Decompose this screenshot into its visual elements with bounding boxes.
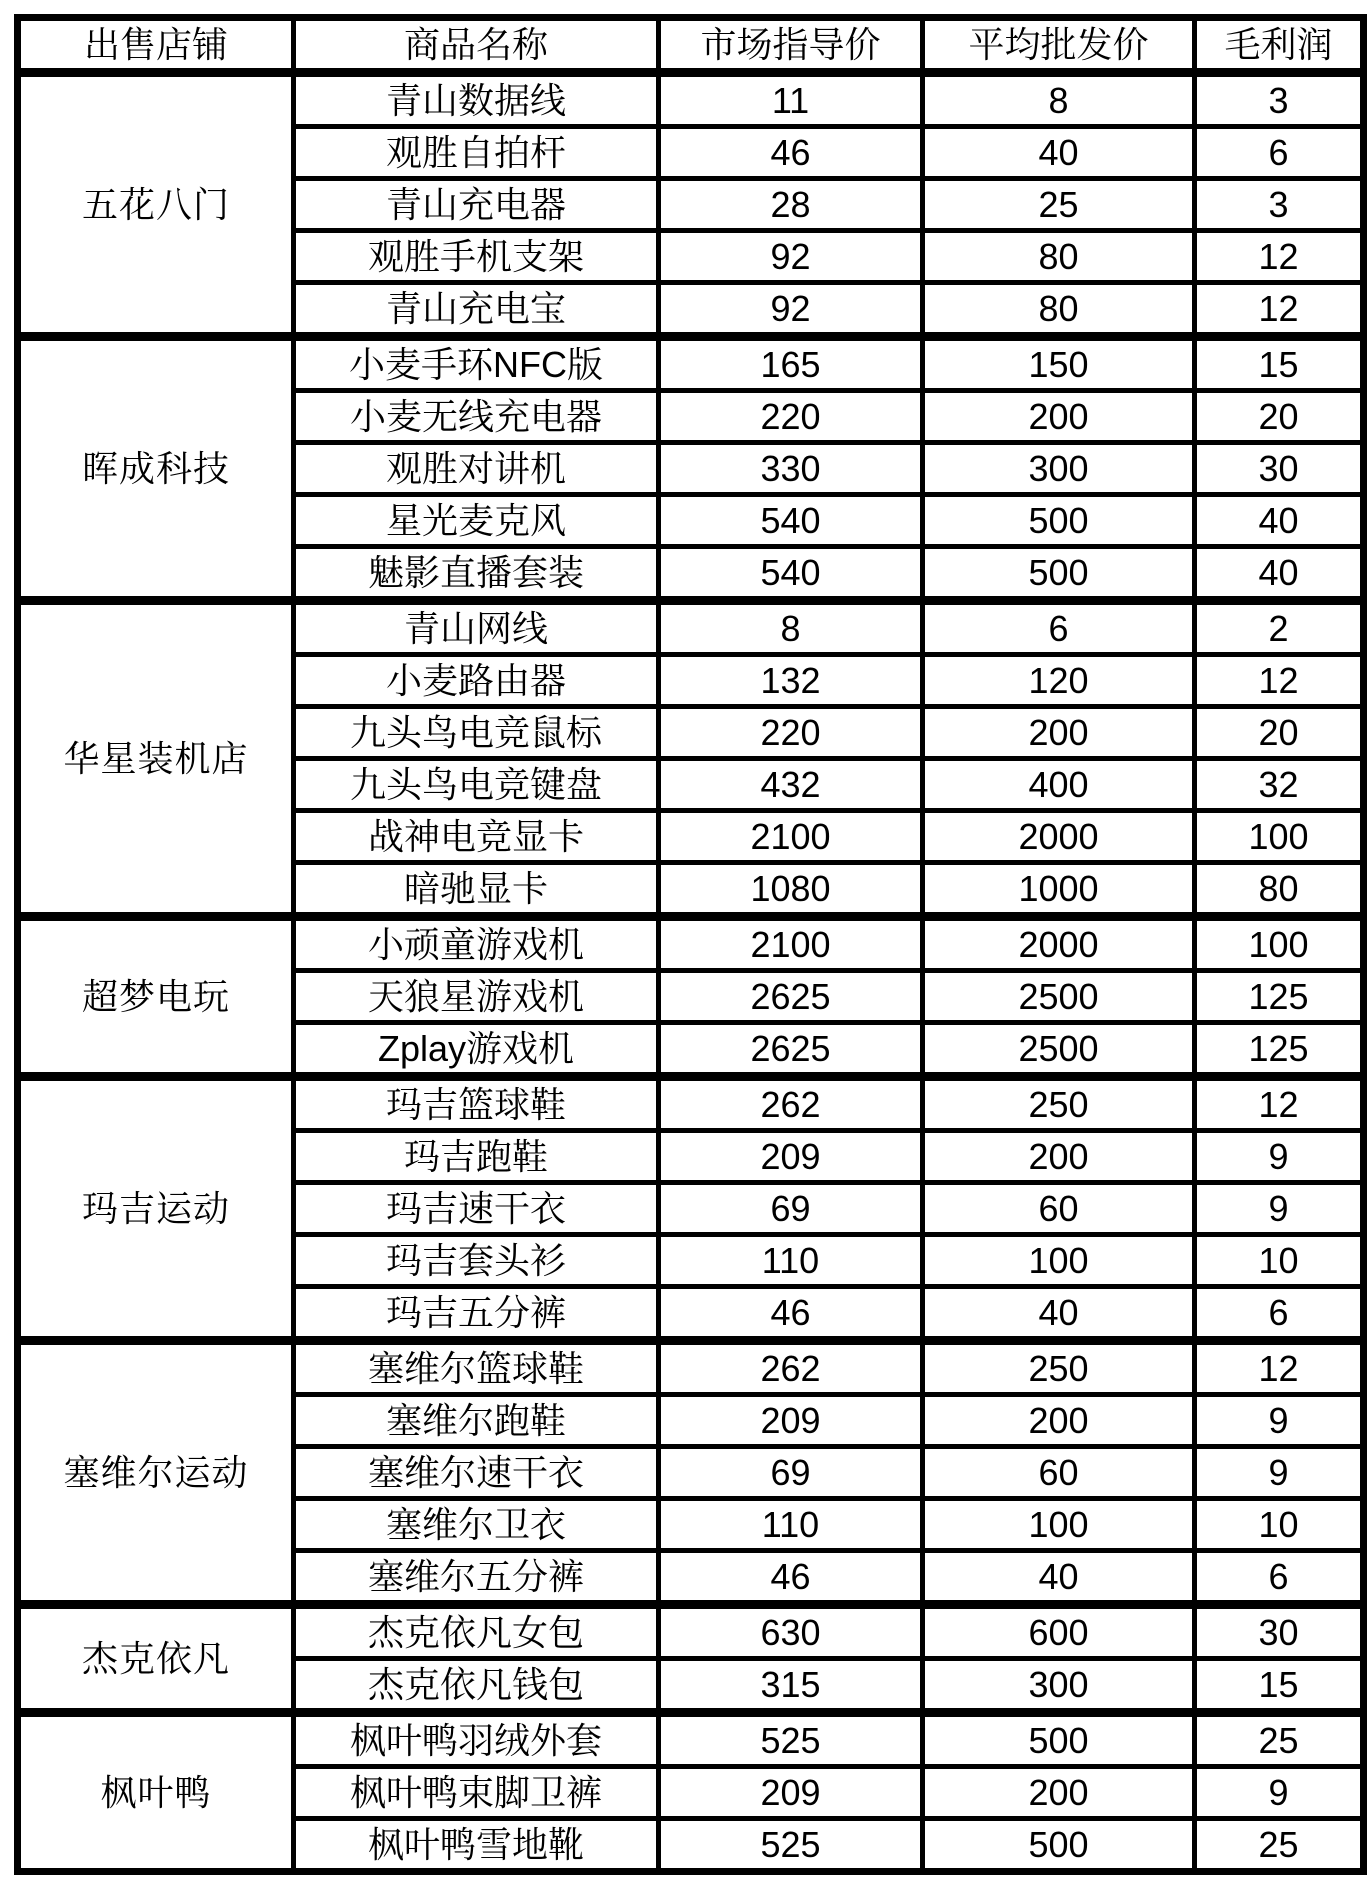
avg-wholesale-cell: 150 <box>923 337 1195 391</box>
product-name-cell: 玛吉篮球鞋 <box>294 1077 659 1131</box>
guide-price-cell: 110 <box>659 1235 923 1287</box>
avg-wholesale-cell: 500 <box>923 1713 1195 1767</box>
gross-profit-cell: 2 <box>1195 601 1364 655</box>
product-name-cell: 战神电竞显卡 <box>294 811 659 863</box>
product-name-cell: 青山充电器 <box>294 179 659 231</box>
guide-price-cell: 8 <box>659 601 923 655</box>
avg-wholesale-cell: 1000 <box>923 863 1195 917</box>
guide-price-cell: 2100 <box>659 917 923 971</box>
table-row <box>18 1341 1364 1395</box>
guide-price-cell: 110 <box>659 1499 923 1551</box>
gross-profit-cell: 9 <box>1195 1395 1364 1447</box>
avg-wholesale-cell: 200 <box>923 1395 1195 1447</box>
header-gross-profit: 毛利润 <box>1195 18 1364 73</box>
gross-profit-cell: 6 <box>1195 1551 1364 1605</box>
gross-profit-cell: 32 <box>1195 759 1364 811</box>
product-name-cell: 魅影直播套装 <box>294 547 659 601</box>
header-row <box>18 18 1364 73</box>
table-body <box>18 73 1364 1872</box>
avg-wholesale-cell: 60 <box>923 1447 1195 1499</box>
product-name-cell: 小顽童游戏机 <box>294 917 659 971</box>
guide-price-cell: 69 <box>659 1183 923 1235</box>
product-name-cell: 小麦路由器 <box>294 655 659 707</box>
avg-wholesale-cell: 250 <box>923 1341 1195 1395</box>
avg-wholesale-cell: 80 <box>923 231 1195 283</box>
guide-price-cell: 69 <box>659 1447 923 1499</box>
product-name-cell: 塞维尔跑鞋 <box>294 1395 659 1447</box>
avg-wholesale-cell: 2500 <box>923 1023 1195 1077</box>
guide-price-cell: 1080 <box>659 863 923 917</box>
product-name-cell: 玛吉五分裤 <box>294 1287 659 1341</box>
gross-profit-cell: 25 <box>1195 1713 1364 1767</box>
table-row <box>18 1605 1364 1659</box>
avg-wholesale-cell: 100 <box>923 1499 1195 1551</box>
table-row <box>18 1077 1364 1131</box>
gross-profit-cell: 100 <box>1195 811 1364 863</box>
gross-profit-cell: 9 <box>1195 1131 1364 1183</box>
table-row <box>18 73 1364 127</box>
product-name-cell: 塞维尔篮球鞋 <box>294 1341 659 1395</box>
guide-price-cell: 11 <box>659 73 923 127</box>
guide-price-cell: 262 <box>659 1341 923 1395</box>
guide-price-cell: 315 <box>659 1659 923 1713</box>
avg-wholesale-cell: 500 <box>923 1819 1195 1872</box>
product-name-cell: 青山网线 <box>294 601 659 655</box>
guide-price-cell: 540 <box>659 547 923 601</box>
gross-profit-cell: 15 <box>1195 1659 1364 1713</box>
guide-price-cell: 432 <box>659 759 923 811</box>
gross-profit-cell: 9 <box>1195 1447 1364 1499</box>
product-name-cell: 天狼星游戏机 <box>294 971 659 1023</box>
gross-profit-cell: 20 <box>1195 391 1364 443</box>
guide-price-cell: 209 <box>659 1131 923 1183</box>
guide-price-cell: 262 <box>659 1077 923 1131</box>
avg-wholesale-cell: 60 <box>923 1183 1195 1235</box>
gross-profit-cell: 3 <box>1195 73 1364 127</box>
product-name-cell: 塞维尔五分裤 <box>294 1551 659 1605</box>
product-name-cell: 观胜手机支架 <box>294 231 659 283</box>
guide-price-cell: 2625 <box>659 1023 923 1077</box>
product-name-cell: 观胜自拍杆 <box>294 127 659 179</box>
guide-price-cell: 630 <box>659 1605 923 1659</box>
avg-wholesale-cell: 500 <box>923 547 1195 601</box>
product-name-cell: Zplay游戏机 <box>294 1023 659 1077</box>
avg-wholesale-cell: 80 <box>923 283 1195 337</box>
avg-wholesale-cell: 400 <box>923 759 1195 811</box>
product-name-cell: 青山充电宝 <box>294 283 659 337</box>
guide-price-cell: 220 <box>659 707 923 759</box>
guide-price-cell: 330 <box>659 443 923 495</box>
avg-wholesale-cell: 200 <box>923 1131 1195 1183</box>
product-name-cell: 塞维尔速干衣 <box>294 1447 659 1499</box>
product-name-cell: 观胜对讲机 <box>294 443 659 495</box>
product-name-cell: 青山数据线 <box>294 73 659 127</box>
header-product: 商品名称 <box>294 18 659 73</box>
guide-price-cell: 132 <box>659 655 923 707</box>
gross-profit-cell: 125 <box>1195 971 1364 1023</box>
avg-wholesale-cell: 200 <box>923 1767 1195 1819</box>
guide-price-cell: 525 <box>659 1713 923 1767</box>
product-name-cell: 玛吉速干衣 <box>294 1183 659 1235</box>
avg-wholesale-cell: 200 <box>923 707 1195 759</box>
header-guide-price: 市场指导价 <box>659 18 923 73</box>
gross-profit-cell: 30 <box>1195 1605 1364 1659</box>
store-name-cell: 晖成科技 <box>18 337 294 601</box>
gross-profit-cell: 100 <box>1195 917 1364 971</box>
gross-profit-cell: 6 <box>1195 1287 1364 1341</box>
gross-profit-cell: 12 <box>1195 655 1364 707</box>
guide-price-cell: 165 <box>659 337 923 391</box>
product-name-cell: 塞维尔卫衣 <box>294 1499 659 1551</box>
gross-profit-cell: 40 <box>1195 547 1364 601</box>
avg-wholesale-cell: 2500 <box>923 971 1195 1023</box>
avg-wholesale-cell: 300 <box>923 1659 1195 1713</box>
gross-profit-cell: 9 <box>1195 1183 1364 1235</box>
guide-price-cell: 209 <box>659 1395 923 1447</box>
guide-price-cell: 209 <box>659 1767 923 1819</box>
avg-wholesale-cell: 120 <box>923 655 1195 707</box>
store-name-cell: 枫叶鸭 <box>18 1713 294 1872</box>
product-name-cell: 星光麦克风 <box>294 495 659 547</box>
gross-profit-cell: 10 <box>1195 1235 1364 1287</box>
gross-profit-cell: 12 <box>1195 1077 1364 1131</box>
store-name-cell: 华星装机店 <box>18 601 294 917</box>
gross-profit-cell: 12 <box>1195 283 1364 337</box>
store-name-cell: 塞维尔运动 <box>18 1341 294 1605</box>
product-name-cell: 玛吉跑鞋 <box>294 1131 659 1183</box>
gross-profit-cell: 6 <box>1195 127 1364 179</box>
guide-price-cell: 525 <box>659 1819 923 1872</box>
avg-wholesale-cell: 6 <box>923 601 1195 655</box>
price-table <box>14 14 1367 1875</box>
gross-profit-cell: 80 <box>1195 863 1364 917</box>
guide-price-cell: 220 <box>659 391 923 443</box>
avg-wholesale-cell: 40 <box>923 127 1195 179</box>
product-name-cell: 杰克依凡女包 <box>294 1605 659 1659</box>
header-store: 出售店铺 <box>18 18 294 73</box>
avg-wholesale-cell: 40 <box>923 1287 1195 1341</box>
avg-wholesale-cell: 2000 <box>923 811 1195 863</box>
avg-wholesale-cell: 250 <box>923 1077 1195 1131</box>
table-row <box>18 337 1364 391</box>
table-row <box>18 601 1364 655</box>
guide-price-cell: 540 <box>659 495 923 547</box>
guide-price-cell: 92 <box>659 283 923 337</box>
product-name-cell: 小麦手环NFC版 <box>294 337 659 391</box>
header-avg-wholesale: 平均批发价 <box>923 18 1195 73</box>
gross-profit-cell: 40 <box>1195 495 1364 547</box>
guide-price-cell: 92 <box>659 231 923 283</box>
gross-profit-cell: 12 <box>1195 231 1364 283</box>
product-name-cell: 枫叶鸭束脚卫裤 <box>294 1767 659 1819</box>
gross-profit-cell: 30 <box>1195 443 1364 495</box>
product-name-cell: 九头鸟电竞键盘 <box>294 759 659 811</box>
guide-price-cell: 28 <box>659 179 923 231</box>
avg-wholesale-cell: 25 <box>923 179 1195 231</box>
guide-price-cell: 46 <box>659 127 923 179</box>
product-name-cell: 枫叶鸭雪地靴 <box>294 1819 659 1872</box>
gross-profit-cell: 20 <box>1195 707 1364 759</box>
avg-wholesale-cell: 300 <box>923 443 1195 495</box>
guide-price-cell: 2100 <box>659 811 923 863</box>
store-name-cell: 杰克依凡 <box>18 1605 294 1713</box>
avg-wholesale-cell: 200 <box>923 391 1195 443</box>
avg-wholesale-cell: 600 <box>923 1605 1195 1659</box>
product-name-cell: 玛吉套头衫 <box>294 1235 659 1287</box>
avg-wholesale-cell: 40 <box>923 1551 1195 1605</box>
gross-profit-cell: 15 <box>1195 337 1364 391</box>
gross-profit-cell: 12 <box>1195 1341 1364 1395</box>
gross-profit-cell: 9 <box>1195 1767 1364 1819</box>
product-name-cell: 暗驰显卡 <box>294 863 659 917</box>
gross-profit-cell: 3 <box>1195 179 1364 231</box>
guide-price-cell: 46 <box>659 1551 923 1605</box>
gross-profit-cell: 10 <box>1195 1499 1364 1551</box>
avg-wholesale-cell: 8 <box>923 73 1195 127</box>
guide-price-cell: 2625 <box>659 971 923 1023</box>
product-name-cell: 枫叶鸭羽绒外套 <box>294 1713 659 1767</box>
gross-profit-cell: 125 <box>1195 1023 1364 1077</box>
table-row <box>18 1713 1364 1767</box>
avg-wholesale-cell: 2000 <box>923 917 1195 971</box>
avg-wholesale-cell: 100 <box>923 1235 1195 1287</box>
store-name-cell: 玛吉运动 <box>18 1077 294 1341</box>
guide-price-cell: 46 <box>659 1287 923 1341</box>
gross-profit-cell: 25 <box>1195 1819 1364 1872</box>
store-name-cell: 超梦电玩 <box>18 917 294 1077</box>
product-name-cell: 九头鸟电竞鼠标 <box>294 707 659 759</box>
store-name-cell: 五花八门 <box>18 73 294 337</box>
product-name-cell: 杰克依凡钱包 <box>294 1659 659 1713</box>
table-row <box>18 917 1364 971</box>
avg-wholesale-cell: 500 <box>923 495 1195 547</box>
product-name-cell: 小麦无线充电器 <box>294 391 659 443</box>
